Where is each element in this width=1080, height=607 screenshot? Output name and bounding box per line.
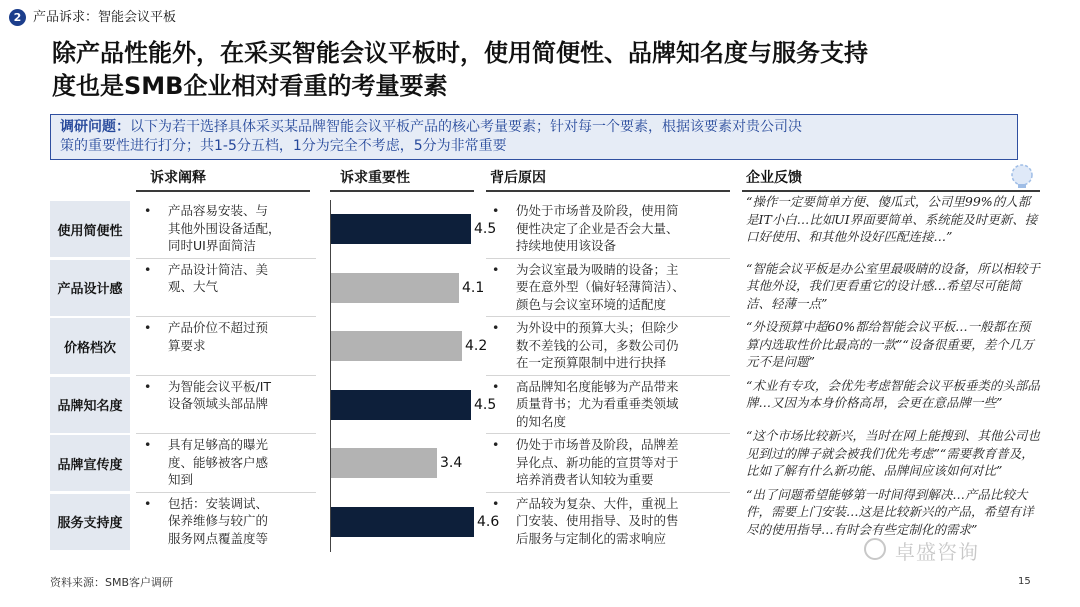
explanation-line: 度、能够被客户感 (168, 454, 269, 470)
bar-value-label: 4.2 (465, 338, 488, 354)
survey-question-label: 调研问题： (60, 119, 130, 135)
bullet-dot: • (144, 203, 152, 218)
explanation-text (168, 261, 324, 296)
feedback-line: 设好匹配连接…” (858, 229, 953, 244)
feedback-line: 产品比较大件，需要上门安装…这是比较 (746, 486, 1028, 519)
reason-line: 异化点、新功能的宣贯等对于 (516, 454, 679, 470)
explanation-text (168, 202, 324, 255)
feedback-quote (746, 260, 1040, 313)
bullet-dot: • (492, 320, 500, 335)
feedback-line: 考虑”“需要教育普及，比如了解有什么 (746, 445, 1034, 478)
survey-question-text-2: 策的重要性进行打分；共1-5分五档，1分为完全不考虑，5分为非常重要 (60, 138, 507, 154)
wechat-logo-icon (864, 538, 886, 560)
bar-value-label: 4.5 (474, 221, 497, 237)
section-title: 产品诉求：智能会议平板 (33, 10, 177, 25)
bullet-dot: • (144, 320, 152, 335)
row-label: 使用简便性 (50, 201, 130, 257)
reason-cell (492, 495, 732, 548)
page-title-line-2: 度也是SMB企业相对看重的考量要素 (52, 72, 448, 100)
reason-text (516, 378, 732, 431)
section-number-badge: 2 (9, 9, 26, 26)
feedback-quote (746, 318, 1040, 371)
bullet-dot: • (492, 495, 500, 511)
feedback-line: “术业有专攻，会优先考虑智能会议平板 (746, 377, 965, 393)
explanation-line: 包括：安装调试、 (168, 495, 269, 511)
reason-line: 后服务与定制化的需求响应 (516, 530, 667, 546)
feedback-line: “智能会议平板是办公室里最吸睛的设备， (746, 260, 978, 276)
explanation-line: 保养维修与较广的 (168, 513, 269, 528)
explanation-text (168, 436, 324, 489)
explanation-cell (144, 378, 324, 413)
row-divider (486, 258, 730, 259)
page-title-line-1: 除产品性能外，在采买智能会议平板时，使用简便性、品牌知名度与服务支持 (52, 39, 868, 67)
bullet-dot: • (492, 261, 500, 277)
bullet-dot: • (144, 261, 152, 277)
importance-bar (331, 331, 462, 361)
row-divider (486, 316, 730, 317)
header-underline (742, 190, 1040, 192)
explanation-cell (144, 319, 324, 354)
reason-line: 仍处于市场普及阶段，品牌差 (516, 437, 679, 452)
column-header-importance: 诉求重要性 (340, 170, 410, 186)
column-header-explanation: 诉求阐释 (150, 170, 206, 186)
reason-line: 产品较为复杂、大件，重视上 (516, 495, 679, 511)
bullet-dot: • (144, 495, 152, 511)
lightbulb-icon (1008, 163, 1036, 191)
reason-cell (492, 202, 732, 255)
reason-line: 仍处于市场普及阶段，使用简 (516, 203, 679, 218)
row-label: 品牌宣传度 (50, 435, 130, 491)
header-underline (486, 190, 730, 192)
watermark: 卓盛咨询 (895, 540, 979, 564)
page-title (52, 37, 1032, 103)
row-divider (136, 258, 316, 259)
bullet-dot: • (492, 203, 500, 218)
feedback-line: 计感…希望尽可能简洁、轻薄一点” (746, 278, 1022, 311)
reason-cell (492, 378, 732, 431)
row-divider (486, 492, 730, 493)
feedback-line: 款”“设备很重要，差个几万元不是问题” (746, 336, 1034, 369)
bullet-dot: • (492, 378, 500, 394)
row-divider (486, 433, 730, 434)
row-divider (136, 492, 316, 493)
explanation-line: 服务网点覆盖度等 (168, 530, 269, 546)
row-label: 价格档次 (50, 318, 130, 374)
explanation-line: 算要求 (168, 337, 206, 353)
explanation-cell (144, 436, 324, 489)
column-header-reason: 背后原因 (490, 170, 546, 186)
feedback-line: 99%的人都是IT小白…比如UI界面要简单、 (746, 194, 1031, 227)
feedback-quote (746, 193, 1040, 246)
feedback-line: 系统能及时更新、接口好使用、和其他外 (746, 211, 1038, 244)
explanation-line: 观、大气 (168, 279, 219, 294)
reason-cell (492, 261, 732, 314)
explanation-line: 产品设计简洁、美 (168, 261, 269, 277)
reason-line: 门安装、使用指导、及时的售 (516, 513, 679, 528)
feedback-line: “出了问题希望能够第一时间得到解决… (746, 486, 965, 502)
bullet-dot: • (144, 378, 152, 394)
explanation-line: 其他外围设备适配， (168, 220, 281, 236)
reason-line: 为会议室最为吸睛的设备；主 (516, 261, 679, 277)
feedback-line: 一般都在预算内选取性价比最高的一 (746, 319, 1031, 352)
source-note: 资料来源：SMB客户调研 (50, 576, 174, 589)
explanation-line: 为智能会议平板/IT (168, 378, 272, 394)
reason-line: 数不差钱的公司，多数公司仍 (516, 337, 679, 353)
importance-bar (331, 390, 471, 420)
row-label: 服务支持度 (50, 494, 130, 550)
feedback-line: 会更在意品牌一些” (896, 395, 1003, 410)
header-underline (330, 190, 474, 192)
reason-text (516, 495, 732, 548)
reason-line: 要在意外型（偏好轻薄简洁）、 (516, 279, 685, 294)
bar-value-label: 4.6 (477, 513, 500, 530)
feedback-quote (746, 377, 1040, 412)
reason-line: 质量背书；尤为看重垂类领域 (516, 396, 679, 411)
explanation-text (168, 495, 324, 548)
feedback-quote (746, 427, 1040, 480)
feedback-quote (746, 486, 1040, 539)
explanation-line: 产品容易安装、与 (168, 203, 269, 218)
bullet-dot: • (144, 437, 152, 452)
reason-text (516, 202, 732, 255)
reason-cell (492, 319, 732, 372)
reason-line: 为外设中的预算大头；但除少 (516, 320, 679, 335)
reason-line: 便性决定了企业是否会大量、 (516, 220, 679, 236)
explanation-text (168, 378, 324, 413)
bar-value-label: 3.4 (440, 455, 463, 471)
bullet-dot: • (492, 437, 500, 452)
feedback-line: 垂类的头部品牌…又因为本身价格高昂， (746, 377, 1040, 410)
explanation-line: 产品价位不超过预 (168, 320, 269, 335)
reason-line: 颜色与会议室环境的适配度 (516, 296, 667, 312)
reason-line: 培养消费者认知较为重要 (516, 472, 654, 487)
reason-line: 高品牌知名度能够为产品带来 (516, 378, 679, 394)
feedback-line: “外设预算中超60%都给智能会议平板… (746, 319, 968, 334)
row-divider (136, 375, 316, 376)
feedback-line: 所以相较于其他外设，我们更看重它的设 (746, 260, 1040, 293)
feedback-line: 其他公司也见到过的牌子就会被我们优先 (746, 428, 1040, 461)
feedback-line: 新功能、品牌间应该如何对比” (833, 463, 1003, 478)
header-underline (136, 190, 310, 192)
importance-bar (331, 273, 459, 303)
feedback-line: “操作一定要简单方便、傻瓜式，公司里 (746, 194, 965, 209)
feedback-line: 有时会有些定制化的需求” (833, 521, 978, 537)
row-divider (486, 375, 730, 376)
row-divider (136, 316, 316, 317)
explanation-line: 设备领域头部品牌 (168, 396, 269, 411)
importance-bar (331, 214, 471, 244)
survey-question-text-1: 以下为若干选择具体采买某品牌智能会议平板产品的核心考量要素；针对每一个要素，根据该要素对贵公司决 (130, 119, 802, 135)
bar-chart-axis (330, 200, 331, 552)
survey-question-box (50, 114, 1018, 160)
explanation-cell (144, 202, 324, 255)
feedback-line: “这个市场比较新兴，当时在网上能搜到、 (746, 428, 978, 443)
bar-value-label: 4.1 (462, 279, 485, 296)
reason-line: 持续地使用该设备 (516, 238, 617, 253)
row-label: 品牌知名度 (50, 377, 130, 433)
explanation-cell (144, 495, 324, 548)
reason-line: 在一定预算限制中进行抉择 (516, 355, 667, 370)
column-header-feedback: 企业反馈 (746, 170, 802, 186)
reason-cell (492, 436, 732, 489)
explanation-line: 知到 (168, 472, 194, 487)
explanation-line: 同时UI界面简洁 (168, 238, 256, 253)
reason-text (516, 319, 732, 372)
feedback-line: 新兴的产品，希望有详尽的使用指导… (746, 504, 1034, 537)
importance-bar (331, 448, 437, 478)
page-number: 15 (1018, 576, 1031, 587)
explanation-cell (144, 261, 324, 296)
row-divider (136, 433, 316, 434)
importance-bar (331, 507, 474, 537)
reason-text (516, 436, 732, 489)
reason-text (516, 261, 732, 314)
explanation-line: 具有足够高的曝光 (168, 437, 269, 452)
explanation-text (168, 319, 324, 354)
row-label: 产品设计感 (50, 260, 130, 316)
bar-value-label: 4.5 (474, 396, 497, 413)
reason-line: 的知名度 (516, 413, 567, 429)
